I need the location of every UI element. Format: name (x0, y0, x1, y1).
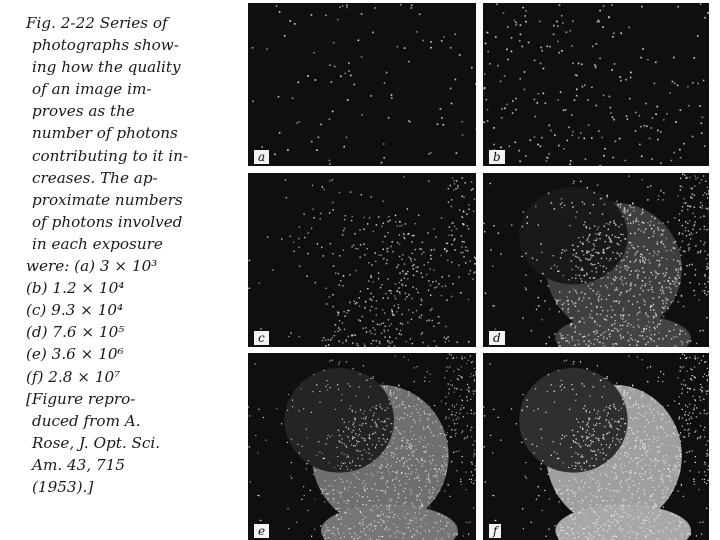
photo-panel-a (248, 3, 476, 166)
panel-label-c: c (254, 331, 269, 345)
panel-label-d: d (489, 331, 505, 345)
caption-line-20: Rose, J. Opt. Sci. (32, 433, 161, 452)
photo-panel-f-image (483, 353, 709, 540)
caption-line-3: ing how the quality (32, 58, 181, 77)
panel-label-b: b (489, 150, 505, 164)
caption-line-15: (d) 7.6 × 10⁵ (26, 323, 125, 342)
caption-line-7: contributing to it in- (32, 146, 189, 165)
caption-line-14: (c) 9.3 × 10⁴ (26, 301, 124, 320)
caption-line-17: (f) 2.8 × 10⁷ (26, 367, 121, 386)
photo-panel-c-image (248, 173, 476, 347)
panel-label-e: e (254, 524, 269, 538)
caption-line-6: number of photons (32, 124, 178, 143)
caption-line-8: creases. The ap- (32, 168, 158, 187)
caption-line-19: duced from A. (32, 411, 141, 430)
photo-panel-e (248, 353, 476, 540)
caption-line-9: proximate numbers (32, 190, 183, 209)
caption-line-16: (e) 3.6 × 10⁶ (26, 345, 124, 364)
caption-line-21: Am. 43, 715 (32, 455, 125, 474)
figure-caption (26, 12, 226, 498)
caption-line-2: photographs show- (32, 36, 179, 55)
caption-line-10: of photons involved (32, 212, 183, 231)
photo-panel-b (483, 3, 709, 166)
photo-panel-d-image (483, 173, 709, 347)
caption-line-13: (b) 1.2 × 10⁴ (26, 279, 125, 298)
caption-line-11: in each exposure (32, 234, 163, 253)
caption-line-5: proves as the (32, 102, 135, 121)
photo-panel-f (483, 353, 709, 540)
panel-label-a: a (254, 150, 269, 164)
caption-line-22: (1953).] (32, 477, 94, 496)
photo-panel-b-image (483, 3, 709, 166)
caption-line-4: of an image im- (32, 80, 152, 99)
photo-panel-c (248, 173, 476, 347)
caption-line-18: [Figure repro- (26, 389, 136, 408)
photo-panel-a-image (248, 3, 476, 166)
photo-panel-e-image (248, 353, 476, 540)
caption-line-1: Fig. 2-22 Series of (26, 14, 168, 32)
caption-line-12: were: (a) 3 × 10³ (26, 257, 158, 276)
photo-grid (248, 3, 720, 540)
photo-panel-d (483, 173, 709, 347)
panel-label-f: f (489, 524, 501, 538)
